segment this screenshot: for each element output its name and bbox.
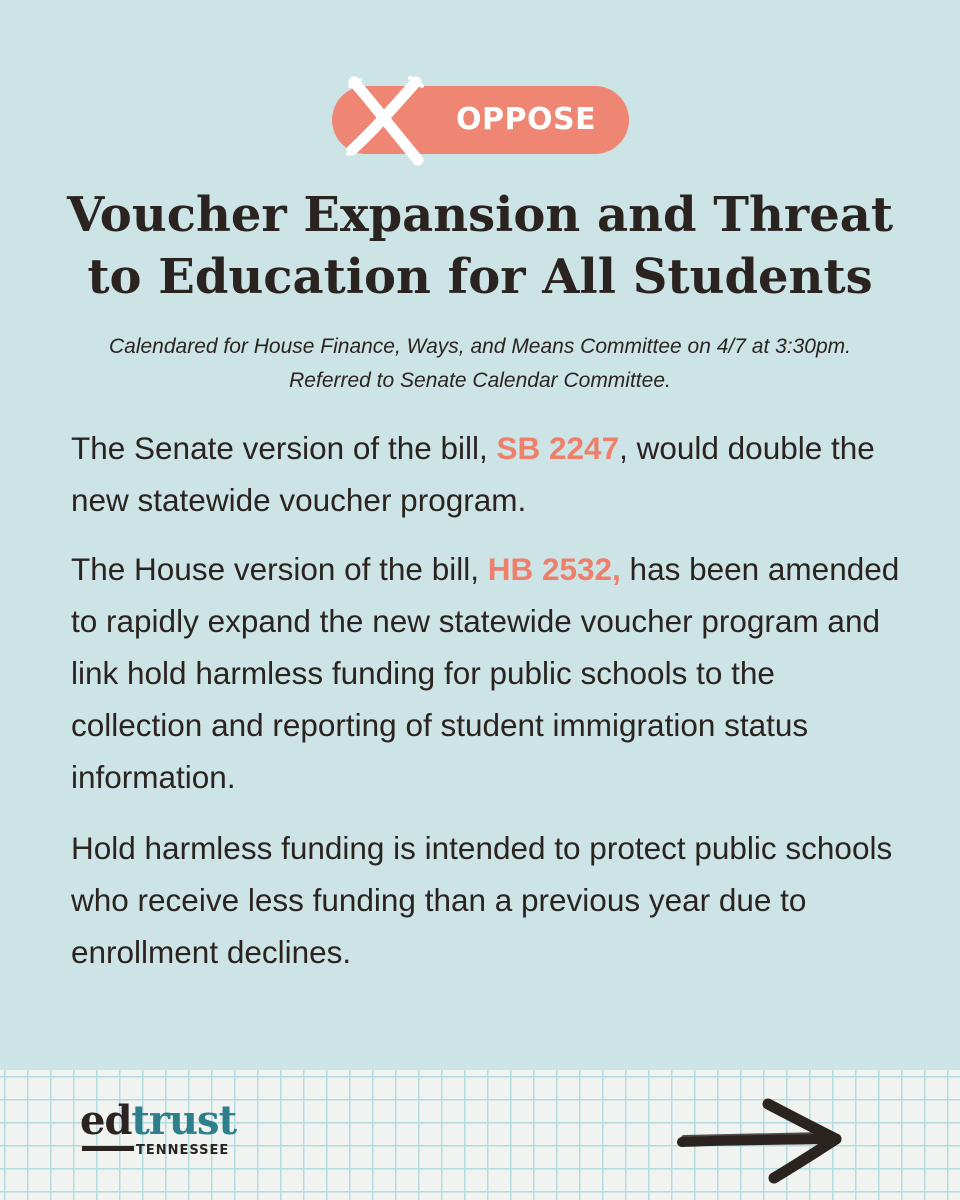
logo-ed: ed (80, 1097, 132, 1144)
title-line-1: Voucher Expansion and Threat (66, 187, 894, 243)
logo-wordmark (80, 1098, 236, 1144)
hold-harmless-paragraph: Hold harmless funding is intended to protect public schools who receive less funding than a previous year due to enrollment declines. (71, 830, 893, 970)
logo-state: TENNESSEE (136, 1143, 230, 1158)
calendar-note (0, 330, 960, 398)
title-line-2: to Education for All Students (87, 249, 873, 305)
badge-label: OPPOSE (456, 102, 597, 137)
oppose-badge (332, 86, 629, 154)
p1-after: , would double the new statewide voucher program. (71, 430, 875, 518)
right-arrow-icon[interactable] (676, 1094, 846, 1184)
house-bill-paragraph (71, 543, 901, 803)
p2-before: The House version of the bill, (71, 551, 488, 587)
edtrust-tennessee-logo (80, 1097, 250, 1168)
page-title (0, 184, 960, 308)
logo-underline (82, 1146, 134, 1151)
house-bill-number: HB 2532, (487, 551, 621, 587)
calendar-note-line-2: Referred to Senate Calendar Committee. (289, 369, 671, 392)
p1-before: The Senate version of the bill, (71, 430, 497, 466)
calendar-note-line-1: Calendared for House Finance, Ways, and Means Committee on 4/7 at 3:30pm. (108, 335, 851, 358)
x-mark-icon (344, 72, 428, 168)
senate-bill-number: SB 2247 (496, 430, 620, 466)
logo-trust: trust (131, 1097, 237, 1144)
p2-after: has been amended to rapidly expand the new statewide voucher program and link hold harmless funding for public schools to the collection and reporting of student immigration status information. (71, 551, 900, 795)
senate-bill-paragraph (71, 422, 901, 526)
